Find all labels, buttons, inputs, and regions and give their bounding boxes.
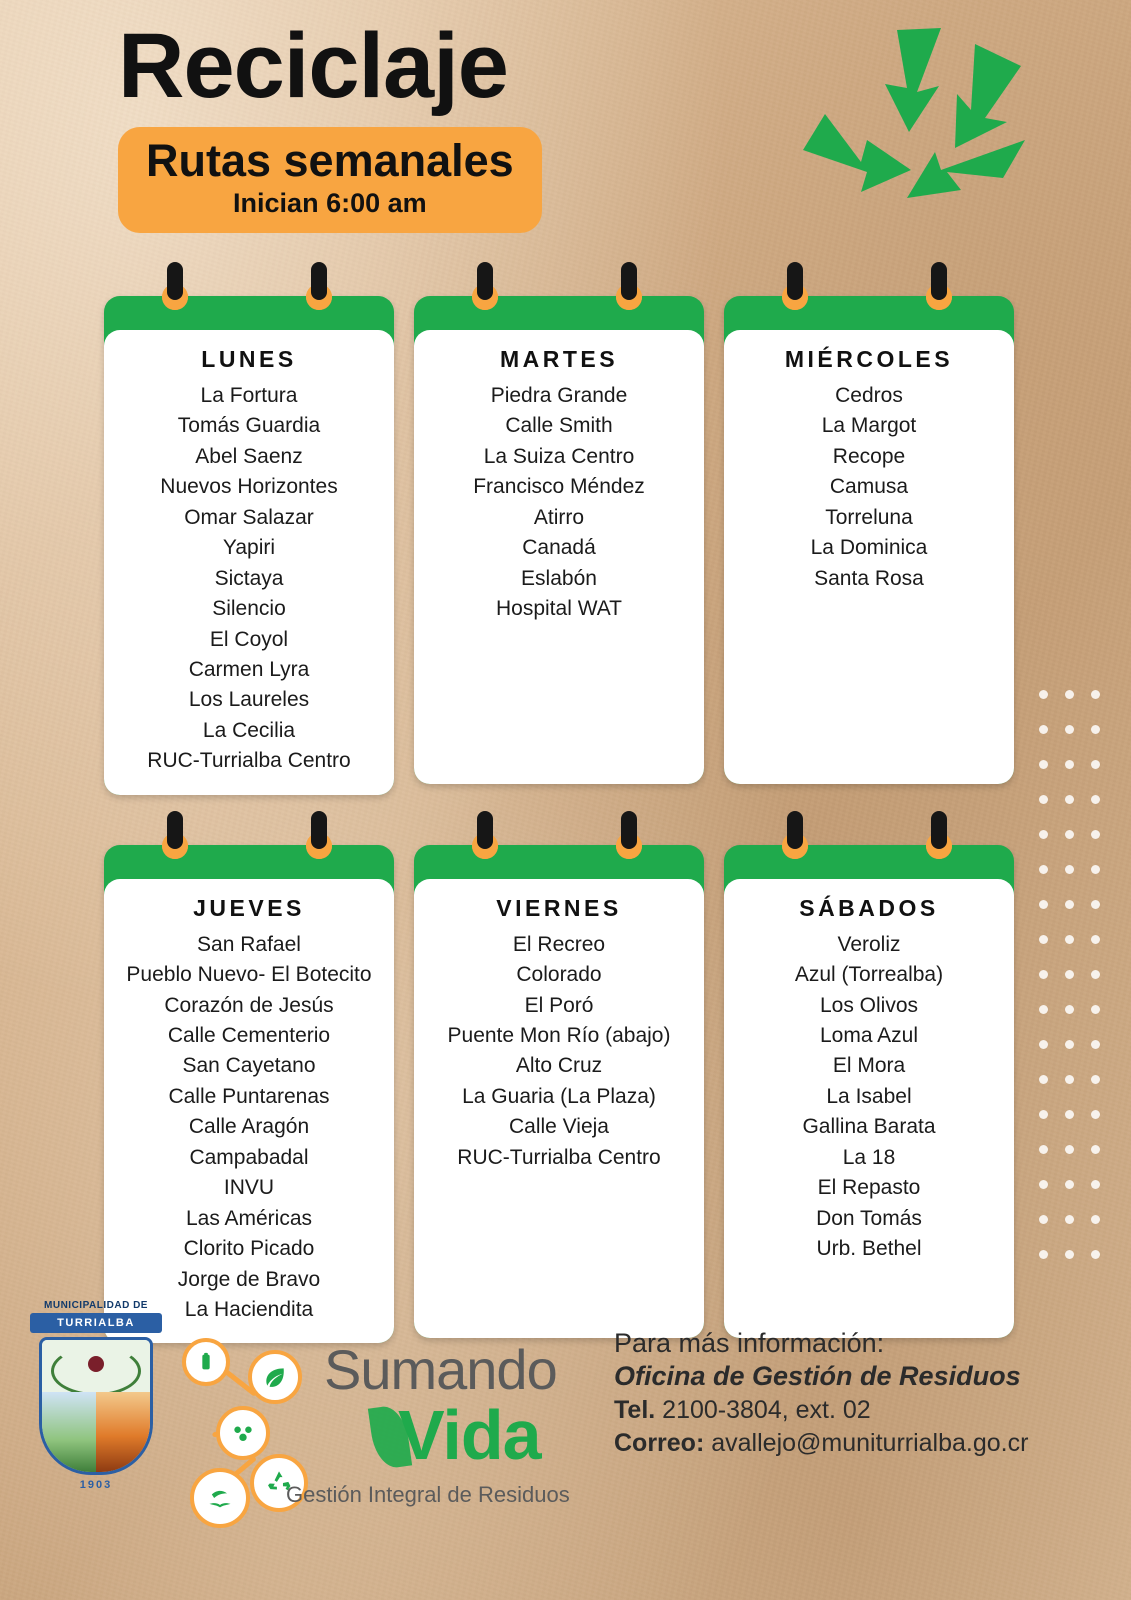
logo-tagline: Gestión Integral de Residuos	[286, 1482, 570, 1507]
route-stop: Urb. Bethel	[816, 1237, 922, 1261]
logo-word-sumando: Sumando	[324, 1338, 557, 1401]
route-stop: Omar Salazar	[184, 505, 314, 529]
coat-ribbon-text: TURRIALBA	[30, 1313, 162, 1333]
route-stop: La Margot	[821, 414, 917, 438]
binder-rings	[414, 268, 704, 328]
route-stop: Calle Cementerio	[167, 1024, 331, 1047]
route-stop: Puente Mon Río (abajo)	[447, 1024, 671, 1047]
route-stop: Pueblo Nuevo- El Botecito	[126, 963, 372, 987]
shield-graphic	[39, 1337, 153, 1475]
route-stop: Calle Aragón	[188, 1115, 310, 1139]
binder-ring-icon	[616, 284, 642, 310]
route-stop: Nuevos Horizontes	[160, 475, 338, 499]
route-stop: RUC-Turrialba Centro	[147, 749, 351, 773]
subtitle-pill	[118, 127, 542, 233]
municipality-coat-of-arms	[22, 1300, 170, 1540]
route-stop: Calle Puntarenas	[168, 1084, 330, 1108]
coat-top-text: MUNICIPALIDAD DE	[44, 1300, 148, 1311]
route-stop: Yapiri	[222, 536, 276, 560]
route-stop: Calle Vieja	[508, 1115, 609, 1139]
route-stop: Azul (Torrealba)	[794, 963, 944, 987]
route-stop: El Poró	[524, 993, 594, 1017]
contact-lead-text: Para más información:	[614, 1328, 885, 1358]
contact-phone-line	[614, 1396, 1114, 1425]
leaf-icon	[248, 1350, 302, 1404]
binder-ring-icon	[782, 833, 808, 859]
day-title: SÁBADOS	[799, 894, 939, 921]
route-stop: Calle Smith	[505, 414, 613, 438]
binder-rings	[724, 268, 1014, 328]
dot-pattern-decoration	[1039, 690, 1113, 1290]
route-stop: Gallina Barata	[802, 1115, 936, 1139]
route-stop: Jorge de Bravo	[177, 1267, 321, 1291]
route-stop: Torreluna	[825, 505, 913, 529]
route-stop: Colorado	[516, 963, 602, 987]
binder-ring-icon	[162, 284, 188, 310]
contact-email-value[interactable]: avallejo@muniturrialba.go.cr	[711, 1429, 1029, 1457]
route-stop: El Recreo	[512, 932, 606, 956]
binder-ring-icon	[472, 284, 498, 310]
binder-ring-icon	[926, 284, 952, 310]
route-stop: Clorito Picado	[183, 1237, 315, 1261]
route-stop: Los Laureles	[188, 688, 310, 712]
route-stop: Silencio	[212, 597, 286, 621]
route-stop: San Cayetano	[182, 1054, 316, 1078]
coat-year-text: 1903	[79, 1479, 113, 1491]
binder-ring-icon	[782, 284, 808, 310]
route-stop: La Haciendita	[184, 1297, 314, 1321]
route-stop: La Suiza Centro	[483, 444, 635, 468]
day-title: JUEVES	[193, 894, 305, 921]
route-stop: Hospital WAT	[495, 597, 623, 621]
contact-office-name: Oficina de Gestión de Residuos	[614, 1361, 1021, 1391]
route-stop: Piedra Grande	[490, 384, 628, 407]
route-stop: Don Tomás	[816, 1206, 922, 1230]
day-card-martes	[414, 268, 704, 795]
route-stop: La Cecilia	[202, 718, 296, 742]
poster-header	[118, 15, 738, 233]
day-title: LUNES	[201, 346, 297, 372]
route-stop: La Dominica	[810, 536, 928, 560]
route-stop: Atirro	[533, 505, 585, 529]
contact-block	[614, 1328, 1114, 1462]
recycle-symbol-icon	[789, 22, 1039, 232]
contact-phone-label: Tel.	[614, 1396, 656, 1424]
route-stop: Santa Rosa	[814, 566, 924, 590]
book-leaf-icon	[190, 1468, 250, 1528]
day-card-sabados	[724, 817, 1014, 1344]
logo-word-vida: Vida	[398, 1396, 541, 1474]
binder-rings	[104, 817, 394, 877]
route-stop: El Coyol	[209, 627, 289, 651]
binder-ring-icon	[616, 833, 642, 859]
contact-email-label: Correo:	[614, 1429, 705, 1457]
route-stop: Campabadal	[189, 1145, 309, 1169]
page-title: Reciclaje	[118, 15, 508, 117]
route-stop: INVU	[223, 1176, 275, 1200]
binder-ring-icon	[472, 833, 498, 859]
route-stop: Corazón de Jesús	[164, 993, 334, 1017]
route-stop: Sictaya	[214, 566, 284, 590]
route-stop: Canadá	[522, 536, 596, 560]
route-stop: Eslabón	[521, 566, 597, 590]
route-stop: Veroliz	[837, 932, 901, 956]
route-stop: Las Américas	[185, 1206, 313, 1230]
route-stop: La Guaria (La Plaza)	[462, 1084, 656, 1108]
route-stop: El Mora	[832, 1054, 906, 1078]
route-stop: La Isabel	[826, 1084, 912, 1108]
route-stop: Cedros	[835, 384, 903, 407]
route-stop: Alto Cruz	[515, 1054, 603, 1078]
route-stop: Recope	[832, 444, 906, 468]
contact-phone-value: 2100-3804, ext. 02	[662, 1396, 871, 1424]
route-stop: La Fortura	[200, 384, 298, 407]
route-stop: Francisco Méndez	[473, 475, 645, 499]
flower-icon	[88, 1356, 104, 1372]
day-card-lunes	[104, 268, 394, 795]
start-time-text: Inician 6:00 am	[233, 187, 427, 218]
shield-left-field	[42, 1392, 96, 1472]
binder-ring-icon	[926, 833, 952, 859]
route-stop: Tomás Guardia	[177, 414, 321, 438]
day-title: MIÉRCOLES	[784, 346, 954, 372]
route-stop: RUC-Turrialba Centro	[457, 1145, 661, 1169]
binder-rings	[414, 817, 704, 877]
route-stop: Carmen Lyra	[188, 657, 310, 681]
binder-ring-icon	[306, 833, 332, 859]
binder-rings	[724, 817, 1014, 877]
binder-ring-icon	[306, 284, 332, 310]
battery-icon	[182, 1338, 230, 1386]
weekly-routes-grid	[104, 268, 1034, 1343]
contact-email-line	[614, 1429, 1114, 1458]
day-title: VIERNES	[496, 894, 622, 921]
poster-footer	[0, 1300, 1131, 1600]
sumando-vida-logo	[176, 1322, 596, 1542]
route-stop: Abel Saenz	[195, 444, 303, 468]
poster-subtitle: Rutas semanales	[146, 134, 514, 186]
day-card-viernes	[414, 817, 704, 1344]
day-card-miercoles	[724, 268, 1014, 795]
route-stop: El Repasto	[817, 1176, 921, 1200]
binder-ring-icon	[162, 833, 188, 859]
route-stop: Loma Azul	[819, 1024, 919, 1047]
shield-right-field	[96, 1392, 150, 1472]
route-stop: La 18	[842, 1145, 896, 1169]
route-stop: Camusa	[829, 475, 909, 499]
binder-rings	[104, 268, 394, 328]
route-stop: San Rafael	[197, 932, 301, 956]
people-network-icon	[216, 1406, 270, 1460]
day-title: MARTES	[499, 346, 619, 372]
day-card-jueves	[104, 817, 394, 1344]
route-stop: Los Olivos	[819, 993, 919, 1017]
